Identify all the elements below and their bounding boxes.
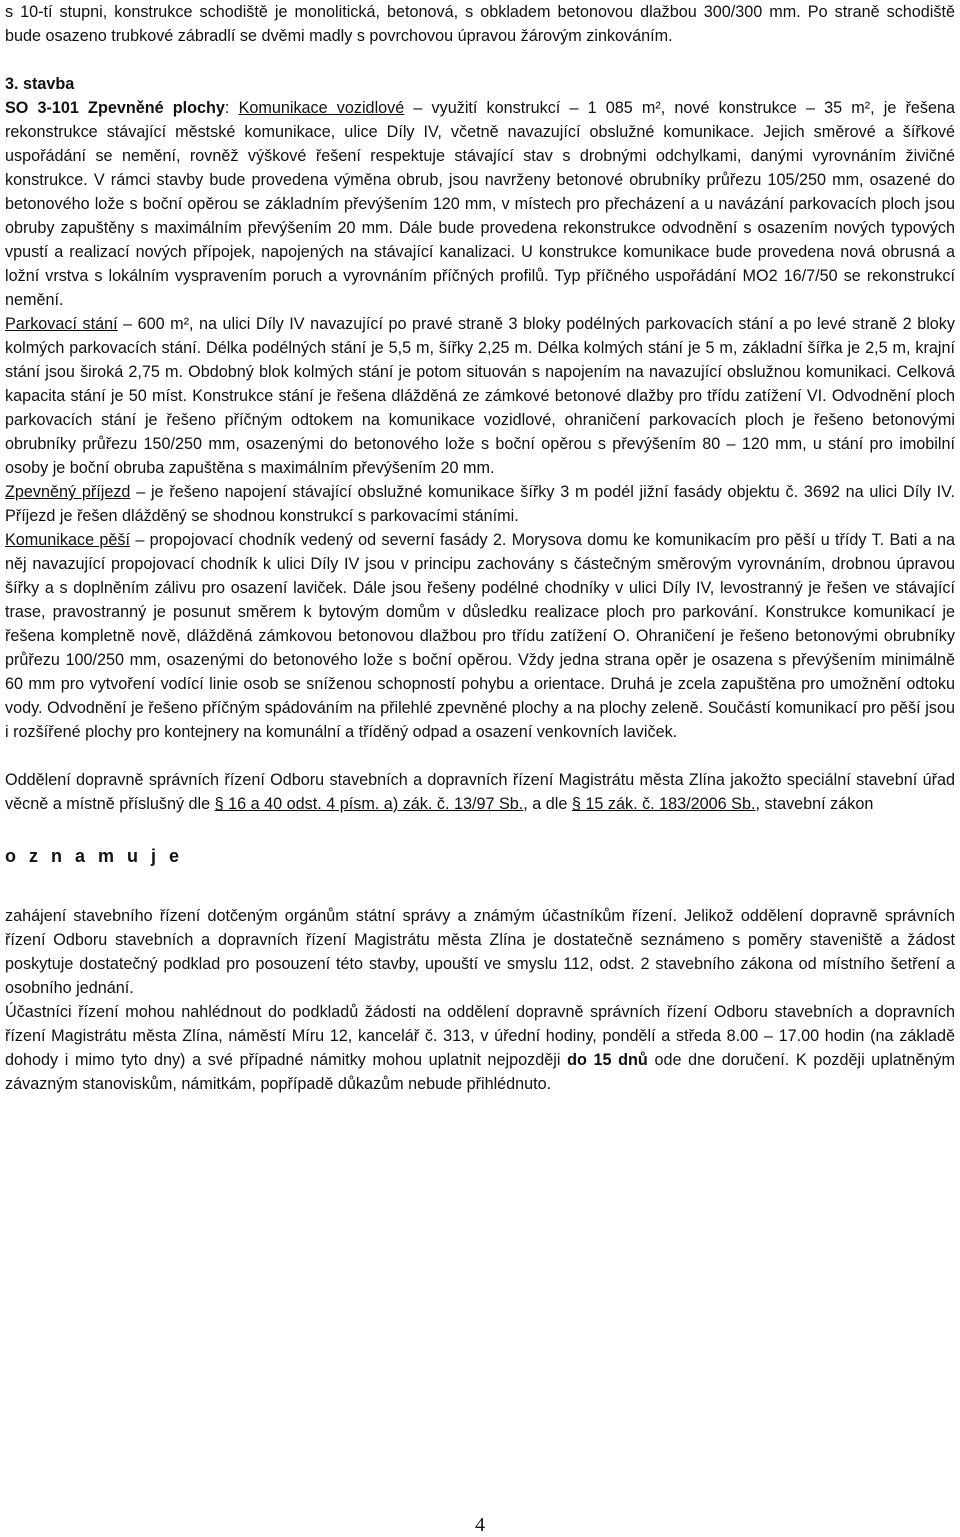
term-zpevneny-prijezd: Zpevněný příjezd bbox=[5, 483, 131, 501]
office-text-b: , a dle bbox=[523, 795, 572, 813]
paragraph-stairs: s 10-tí stupni, konstrukce schodiště je monolitická, betonová, s obkladem betonovou dlažbou 300/300 mm. Po straně schodiště bude osazeno trubkové zábradlí se dvěmi madly s povrchovou úpravou žárovým zinkováním. bbox=[5, 3, 955, 45]
office-text-c: , stavební zákon bbox=[755, 795, 874, 813]
participants-text-a: Účastníci řízení mohou nahlédnout do podkladů žádosti na oddělení dopravně správních řízení Odboru stavebních a dopravních řízení Magistrátu města Zlína, náměstí Míru 12, kancelář č. 313, v úřední hodiny, pondělí a středa 8.00 – 17.00 hodin (na základě dohody i mimo tyto dny) a své případné námitky mohou uplatnit nejpozději bbox=[5, 1003, 955, 1069]
paragraph-access bbox=[5, 480, 955, 528]
law-reference-1: § 16 a 40 odst. 4 písm. a) zák. č. 13/97 Sb. bbox=[214, 795, 524, 813]
parking-text: – 600 m², na ulici Díly IV navazující po pravé straně 3 bloky podélných parkovacích stání a po levé straně 2 bloky kolmých parkovacích stání. Délka podélných stání je 5,5 m, šířky 2,25 m. Délka kolmých stání je 5 m, základní šířka je 2,5 m, krajní stání jsou široká 2,75 m. Obdobný blok kolmých stání je potom situován s napojením na navazující obslužnou komunikaci. Celková kapacita stání je 50 míst. Konstrukce stání je řešena dlážděná ze zámkové betonové dlažby pro třídu zatížení VI. Odvodnění ploch parkovacích stání je řešeno příčným odtokem na komunikace vozidlové, ohraničení parkovacích ploch je řešeno betonovými obrubníky průřezu 150/250 mm, osazenými do betonového lože s boční opěrou s převýšením 80 – 120 mm, u stání pro imobilní osoby je boční obruba zapuštěna s maximálním převýšením 20 mm. bbox=[5, 315, 955, 477]
paragraph-office bbox=[5, 768, 955, 816]
paragraph-parking bbox=[5, 312, 955, 480]
paragraph-zahajeni: zahájení stavebního řízení dotčeným orgánům státní správy a známým účastníkům řízení. Jelikož oddělení dopravně správních řízení Odboru stavebních a dopravních řízení Magistrátu města Zlína je dostatečně seznámeno s poměry staveniště a žádost poskytuje dostatečný podklad pro posouzení této stavby, upouští ve smyslu 112, odst. 2 stavebního zákona od místního šetření a osobního jednání. bbox=[5, 907, 955, 997]
document-page bbox=[5, 0, 955, 1096]
so-colon: : bbox=[224, 99, 239, 117]
so-code-label: SO 3-101 Zpevněné plochy bbox=[5, 99, 225, 117]
paragraph-participants bbox=[5, 1000, 955, 1096]
paragraph-so-3-101 bbox=[5, 96, 955, 312]
paragraph-pedestrian bbox=[5, 528, 955, 744]
section-heading-stavba: 3. stavba bbox=[5, 75, 75, 93]
term-parkovaci-stani: Parkovací stání bbox=[5, 315, 118, 333]
deadline: do 15 dnů bbox=[567, 1051, 648, 1069]
access-text: – je řešeno napojení stávající obslužné komunikace šířky 3 m podél jižní fasády objektu č. 3692 na ulici Díly IV. Příjezd je řešen dlážděný se shodnou konstrukcí s parkovacími stáními. bbox=[5, 483, 955, 525]
pedestrian-text: – propojovací chodník vedený od severní fasády 2. Morysova domu ke komunikacím pro pěší u třídy T. Bati a na něj navazující propojovací chodník k ulici Díly IV jsou v principu zachovány s částečným směrovým vyrovnáním, drobnou úpravou šířky a s doplněním zálivu pro osazení laviček. Dále jsou řešeny podélné chodníky v ulici Díly IV, levostranný je řešen ve stávající trase, pravostranný je posunut směrem k bytovým domům v důsledku realizace ploch pro parkování. Konstrukce komunikací je řešena kompletně nově, dlážděná zámkovou betonovou dlažbou pro třídu zatížení O. Ohraničení je řešeno betonovými obrubníky průřezu 100/250 mm, osazenými do betonového lože s boční opěrou. Vždy jedna strana opěr je osazena s převýšením minimálně 60 mm pro vytvoření vodící linie osob se sníženou schopností pohybu a orientace. Druhá je zcela zapuštěna pro umožnění odtoku vody. Odvodnění je řešeno příčným spádováním na přilehlé zpevněné plochy a na plochy zeleně. Součástí komunikací pro pěší jsou i rozšířené plochy pro kontejnery na komunální a tříděný odpad a osazení venkovních laviček. bbox=[5, 531, 955, 741]
participants-text-b: ode dne doručení. K později uplatněným závazným stanoviskům, námitkám, popřípadě důkazům nebude přihlédnuto. bbox=[5, 1051, 955, 1093]
term-komunikace-vozidlove: Komunikace vozidlové bbox=[238, 99, 405, 117]
so-text: – využití konstrukcí – 1 085 m², nové konstrukce – 35 m², je řešena rekonstrukce stávající městské komunikace, ulice Díly IV, včetně navazující obslužné komunikace. Jejich směrové a šířkové uspořádání se nemění, rovněž výškové řešení respektuje stávající stav s drobnými odchylkami, danými vyrovnáním živičné konstrukce. V rámci stavby bude provedena výměna obrub, jsou navrženy betonové obrubníky průřezu 105/250 mm, osazené do betonového lože s boční opěrou se základním převýšením 120 mm, v místech pro přecházení a u navázání parkovacích ploch jsou obruby zapuštěny s maximálním převýšením 20 mm. Dále bude provedena rekonstrukce odvodnění s osazením nových typových vpustí a realizací nových přípojek, napojených na stávající kanalizaci. U konstrukce komunikace bude provedena nová obrusná a ložní vrstva s lokálním vyspravením poruch a vyrovnáním příčných profilů. Typ příčného uspořádání MO2 16/7/50 se rekonstrukcí nemění. bbox=[5, 99, 956, 309]
term-komunikace-pesi: Komunikace pěší bbox=[5, 531, 130, 549]
office-text-a: Oddělení dopravně správních řízení Odboru stavebních a dopravních řízení Magistrátu města Zlína jakožto speciální stavební úřad věcně a místně příslušný dle bbox=[5, 771, 955, 813]
announcement-heading: o z n a m u j e bbox=[5, 846, 184, 866]
page-number: 4 bbox=[475, 1514, 485, 1536]
law-reference-2: § 15 zák. č. 183/2006 Sb. bbox=[571, 795, 756, 813]
